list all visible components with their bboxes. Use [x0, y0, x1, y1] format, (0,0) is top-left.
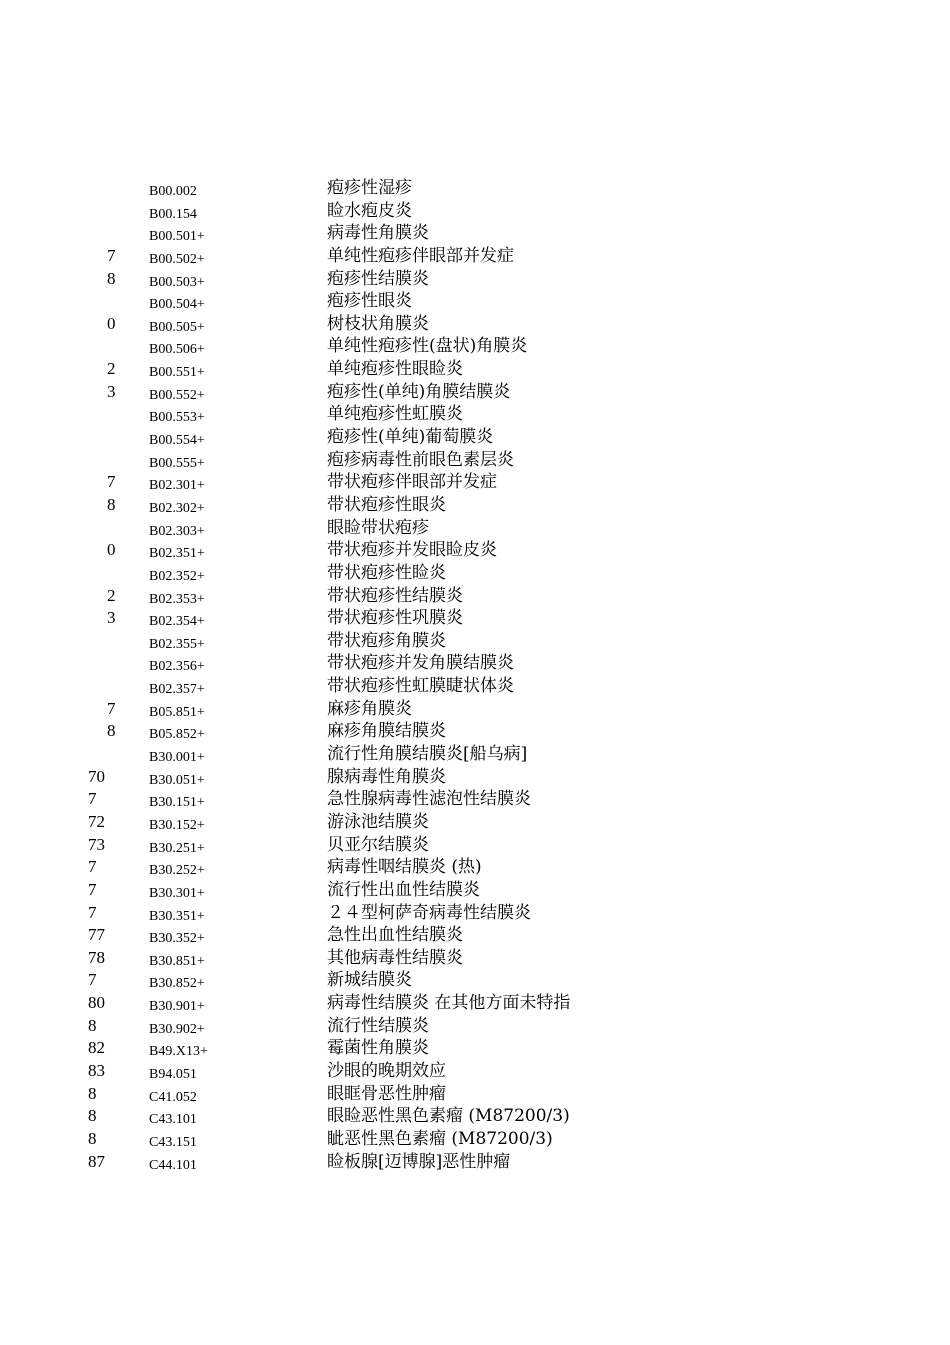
list-item [0, 652, 950, 675]
list-item [0, 426, 950, 449]
diagnosis-name: 树枝状角膜炎 [327, 313, 429, 334]
diagnosis-code: B02.301+ [149, 478, 205, 494]
list-item [0, 290, 950, 313]
diagnosis-name: 新城结膜炎 [327, 970, 412, 991]
list-item [0, 177, 950, 200]
diagnosis-code: C44.101 [149, 1157, 197, 1173]
row-number: 8 [107, 494, 116, 514]
row-number: 8 [88, 1083, 97, 1103]
row-number: 7 [88, 879, 97, 899]
diagnosis-name: 疱疹性(单纯)葡萄膜炎 [327, 427, 494, 448]
list-item [0, 947, 950, 970]
diagnosis-code: B00.552+ [149, 387, 205, 403]
row-number: 77 [88, 925, 105, 945]
diagnosis-code: B30.152+ [149, 817, 205, 833]
row-number: 8 [107, 721, 116, 741]
code-list [0, 177, 950, 1173]
diagnosis-code: B30.352+ [149, 931, 205, 947]
diagnosis-code: B30.851+ [149, 953, 205, 969]
diagnosis-name: 麻疹角膜炎 [327, 698, 412, 719]
diagnosis-code: B05.851+ [149, 704, 205, 720]
row-number: 8 [88, 1015, 97, 1035]
row-number: 7 [107, 245, 116, 265]
diagnosis-code: B30.901+ [149, 999, 205, 1015]
diagnosis-name: 腺病毒性角膜炎 [327, 766, 446, 787]
diagnosis-name: 疱疹病毒性前眼色素层炎 [327, 449, 514, 470]
row-number: 7 [107, 698, 116, 718]
diagnosis-code: B02.353+ [149, 591, 205, 607]
row-number: 0 [107, 540, 116, 560]
diagnosis-code: B30.051+ [149, 772, 205, 788]
list-item [0, 607, 950, 630]
diagnosis-name: 疱疹性湿疹 [327, 178, 412, 198]
row-number: 73 [88, 834, 105, 854]
diagnosis-name: ２４型柯萨奇病毒性结膜炎 [327, 902, 531, 923]
list-item [0, 268, 950, 291]
diagnosis-code: B05.852+ [149, 727, 205, 743]
list-item [0, 1083, 950, 1106]
list-item [0, 222, 950, 245]
row-number: 3 [107, 381, 116, 401]
list-item [0, 969, 950, 992]
row-number: 7 [88, 970, 97, 990]
diagnosis-name: 麻疹角膜结膜炎 [327, 721, 446, 742]
list-item [0, 743, 950, 766]
diagnosis-code: B02.355+ [149, 636, 205, 652]
diagnosis-code: B30.852+ [149, 976, 205, 992]
diagnosis-code: B00.504+ [149, 297, 205, 313]
list-item [0, 200, 950, 223]
row-number: 2 [107, 359, 116, 379]
list-item [0, 675, 950, 698]
diagnosis-name: 带状疱疹性结膜炎 [327, 585, 463, 606]
diagnosis-code: B00.154 [149, 206, 197, 222]
row-number: 72 [88, 811, 105, 831]
diagnosis-code: B02.354+ [149, 614, 205, 630]
diagnosis-code: B00.506+ [149, 342, 205, 358]
diagnosis-code: B94.051 [149, 1066, 197, 1082]
diagnosis-code: B00.555+ [149, 455, 205, 471]
diagnosis-code: B00.551+ [149, 365, 205, 381]
list-item [0, 630, 950, 653]
diagnosis-name: 眦恶性黑色素瘤 (M87200/3) [327, 1128, 553, 1149]
diagnosis-code: B00.505+ [149, 319, 205, 335]
list-item [0, 1128, 950, 1151]
list-item [0, 856, 950, 879]
list-item [0, 449, 950, 472]
diagnosis-code: C43.151 [149, 1134, 197, 1150]
diagnosis-code: B02.351+ [149, 546, 205, 562]
row-number: 87 [88, 1151, 105, 1171]
list-item [0, 585, 950, 608]
diagnosis-code: B00.503+ [149, 274, 205, 290]
diagnosis-name: 眼睑恶性黑色素瘤 (M87200/3) [327, 1106, 570, 1127]
list-item [0, 879, 950, 902]
diagnosis-name: 眼眶骨恶性肿瘤 [327, 1083, 446, 1104]
row-number: 7 [88, 902, 97, 922]
diagnosis-name: 带状疱疹角膜炎 [327, 630, 446, 651]
diagnosis-name: 疱疹性结膜炎 [327, 268, 429, 289]
diagnosis-name: 霉菌性角膜炎 [327, 1038, 429, 1059]
diagnosis-code: B00.002 [149, 184, 197, 199]
diagnosis-name: 带状疱疹并发角膜结膜炎 [327, 653, 514, 674]
diagnosis-code: B30.151+ [149, 795, 205, 811]
list-item [0, 313, 950, 336]
diagnosis-name: 病毒性角膜炎 [327, 223, 429, 244]
diagnosis-code: B30.001+ [149, 750, 205, 766]
list-item [0, 471, 950, 494]
list-item [0, 1037, 950, 1060]
row-number: 0 [107, 313, 116, 333]
row-number: 80 [88, 993, 105, 1013]
diagnosis-code: B49.X13+ [149, 1044, 208, 1060]
diagnosis-name: 带状疱疹并发眼睑皮炎 [327, 540, 497, 561]
diagnosis-code: B02.302+ [149, 500, 205, 516]
diagnosis-name: 病毒性结膜炎 在其他方面未特指 [327, 993, 571, 1014]
row-number: 2 [107, 585, 116, 605]
list-item [0, 1105, 950, 1128]
list-item [0, 1015, 950, 1038]
diagnosis-name: 单纯疱疹性眼睑炎 [327, 359, 463, 380]
diagnosis-code: B00.501+ [149, 229, 205, 245]
row-number: 8 [88, 1128, 97, 1148]
list-item [0, 245, 950, 268]
row-number: 3 [107, 608, 116, 628]
list-item [0, 517, 950, 540]
diagnosis-code: B00.554+ [149, 433, 205, 449]
list-item [0, 403, 950, 426]
list-item [0, 788, 950, 811]
list-item [0, 698, 950, 721]
diagnosis-name: 带状疱疹伴眼部并发症 [327, 472, 497, 493]
list-item [0, 720, 950, 743]
diagnosis-name: 疱疹性(单纯)角膜结膜炎 [327, 381, 511, 402]
row-number: 8 [88, 1106, 97, 1126]
diagnosis-code: B02.357+ [149, 682, 205, 698]
diagnosis-name: 带状疱疹性虹膜睫状体炎 [327, 676, 514, 697]
list-item [0, 766, 950, 789]
diagnosis-name: 单纯疱疹性虹膜炎 [327, 404, 463, 425]
row-number: 83 [88, 1060, 105, 1080]
list-item [0, 562, 950, 585]
diagnosis-code: B02.352+ [149, 568, 205, 584]
diagnosis-name: 流行性结膜炎 [327, 1015, 429, 1036]
diagnosis-code: B30.252+ [149, 863, 205, 879]
diagnosis-name: 病毒性咽结膜炎 (热) [327, 857, 482, 878]
list-item [0, 902, 950, 925]
list-item [0, 924, 950, 947]
diagnosis-name: 急性腺病毒性滤泡性结膜炎 [327, 789, 531, 810]
diagnosis-name: 流行性出血性结膜炎 [327, 879, 480, 900]
diagnosis-name: 沙眼的晚期效应 [327, 1060, 446, 1081]
diagnosis-code: B02.356+ [149, 659, 205, 675]
list-item [0, 539, 950, 562]
row-number: 7 [88, 789, 97, 809]
diagnosis-name: 带状疱疹性巩膜炎 [327, 608, 463, 629]
list-item [0, 834, 950, 857]
list-item [0, 1151, 950, 1174]
diagnosis-name: 带状疱疹性眼炎 [327, 494, 446, 515]
diagnosis-code: B02.303+ [149, 523, 205, 539]
diagnosis-code: C41.052 [149, 1089, 197, 1105]
diagnosis-code: B30.351+ [149, 908, 205, 924]
list-item [0, 381, 950, 404]
diagnosis-name: 疱疹性眼炎 [327, 291, 412, 312]
list-item [0, 811, 950, 834]
diagnosis-code: B30.301+ [149, 885, 205, 901]
row-number: 7 [107, 472, 116, 492]
row-number: 78 [88, 947, 105, 967]
diagnosis-name: 眼睑带状疱疹 [327, 517, 429, 538]
diagnosis-name: 单纯性疱疹伴眼部并发症 [327, 245, 514, 266]
list-item [0, 494, 950, 517]
diagnosis-code: C43.101 [149, 1112, 197, 1128]
list-item [0, 1060, 950, 1083]
diagnosis-name: 急性出血性结膜炎 [327, 925, 463, 946]
row-number: 8 [107, 268, 116, 288]
row-number: 7 [88, 857, 97, 877]
diagnosis-name: 游泳池结膜炎 [327, 811, 429, 832]
diagnosis-name: 睑板腺[迈博腺]恶性肿瘤 [327, 1151, 511, 1172]
diagnosis-name: 带状疱疹性睑炎 [327, 562, 446, 583]
diagnosis-name: 其他病毒性结膜炎 [327, 947, 463, 968]
diagnosis-code: B30.251+ [149, 840, 205, 856]
diagnosis-name: 贝亚尔结膜炎 [327, 834, 429, 855]
diagnosis-code: B00.553+ [149, 410, 205, 426]
row-number: 82 [88, 1038, 105, 1058]
diagnosis-name: 睑水疱皮炎 [327, 200, 412, 221]
diagnosis-name: 单纯性疱疹性(盘状)角膜炎 [327, 336, 528, 357]
list-item [0, 358, 950, 381]
diagnosis-code: B30.902+ [149, 1021, 205, 1037]
list-item [0, 992, 950, 1015]
diagnosis-name: 流行性角膜结膜炎[船乌病] [327, 744, 528, 765]
row-number: 70 [88, 766, 105, 786]
diagnosis-code: B00.502+ [149, 251, 205, 267]
list-item [0, 335, 950, 358]
